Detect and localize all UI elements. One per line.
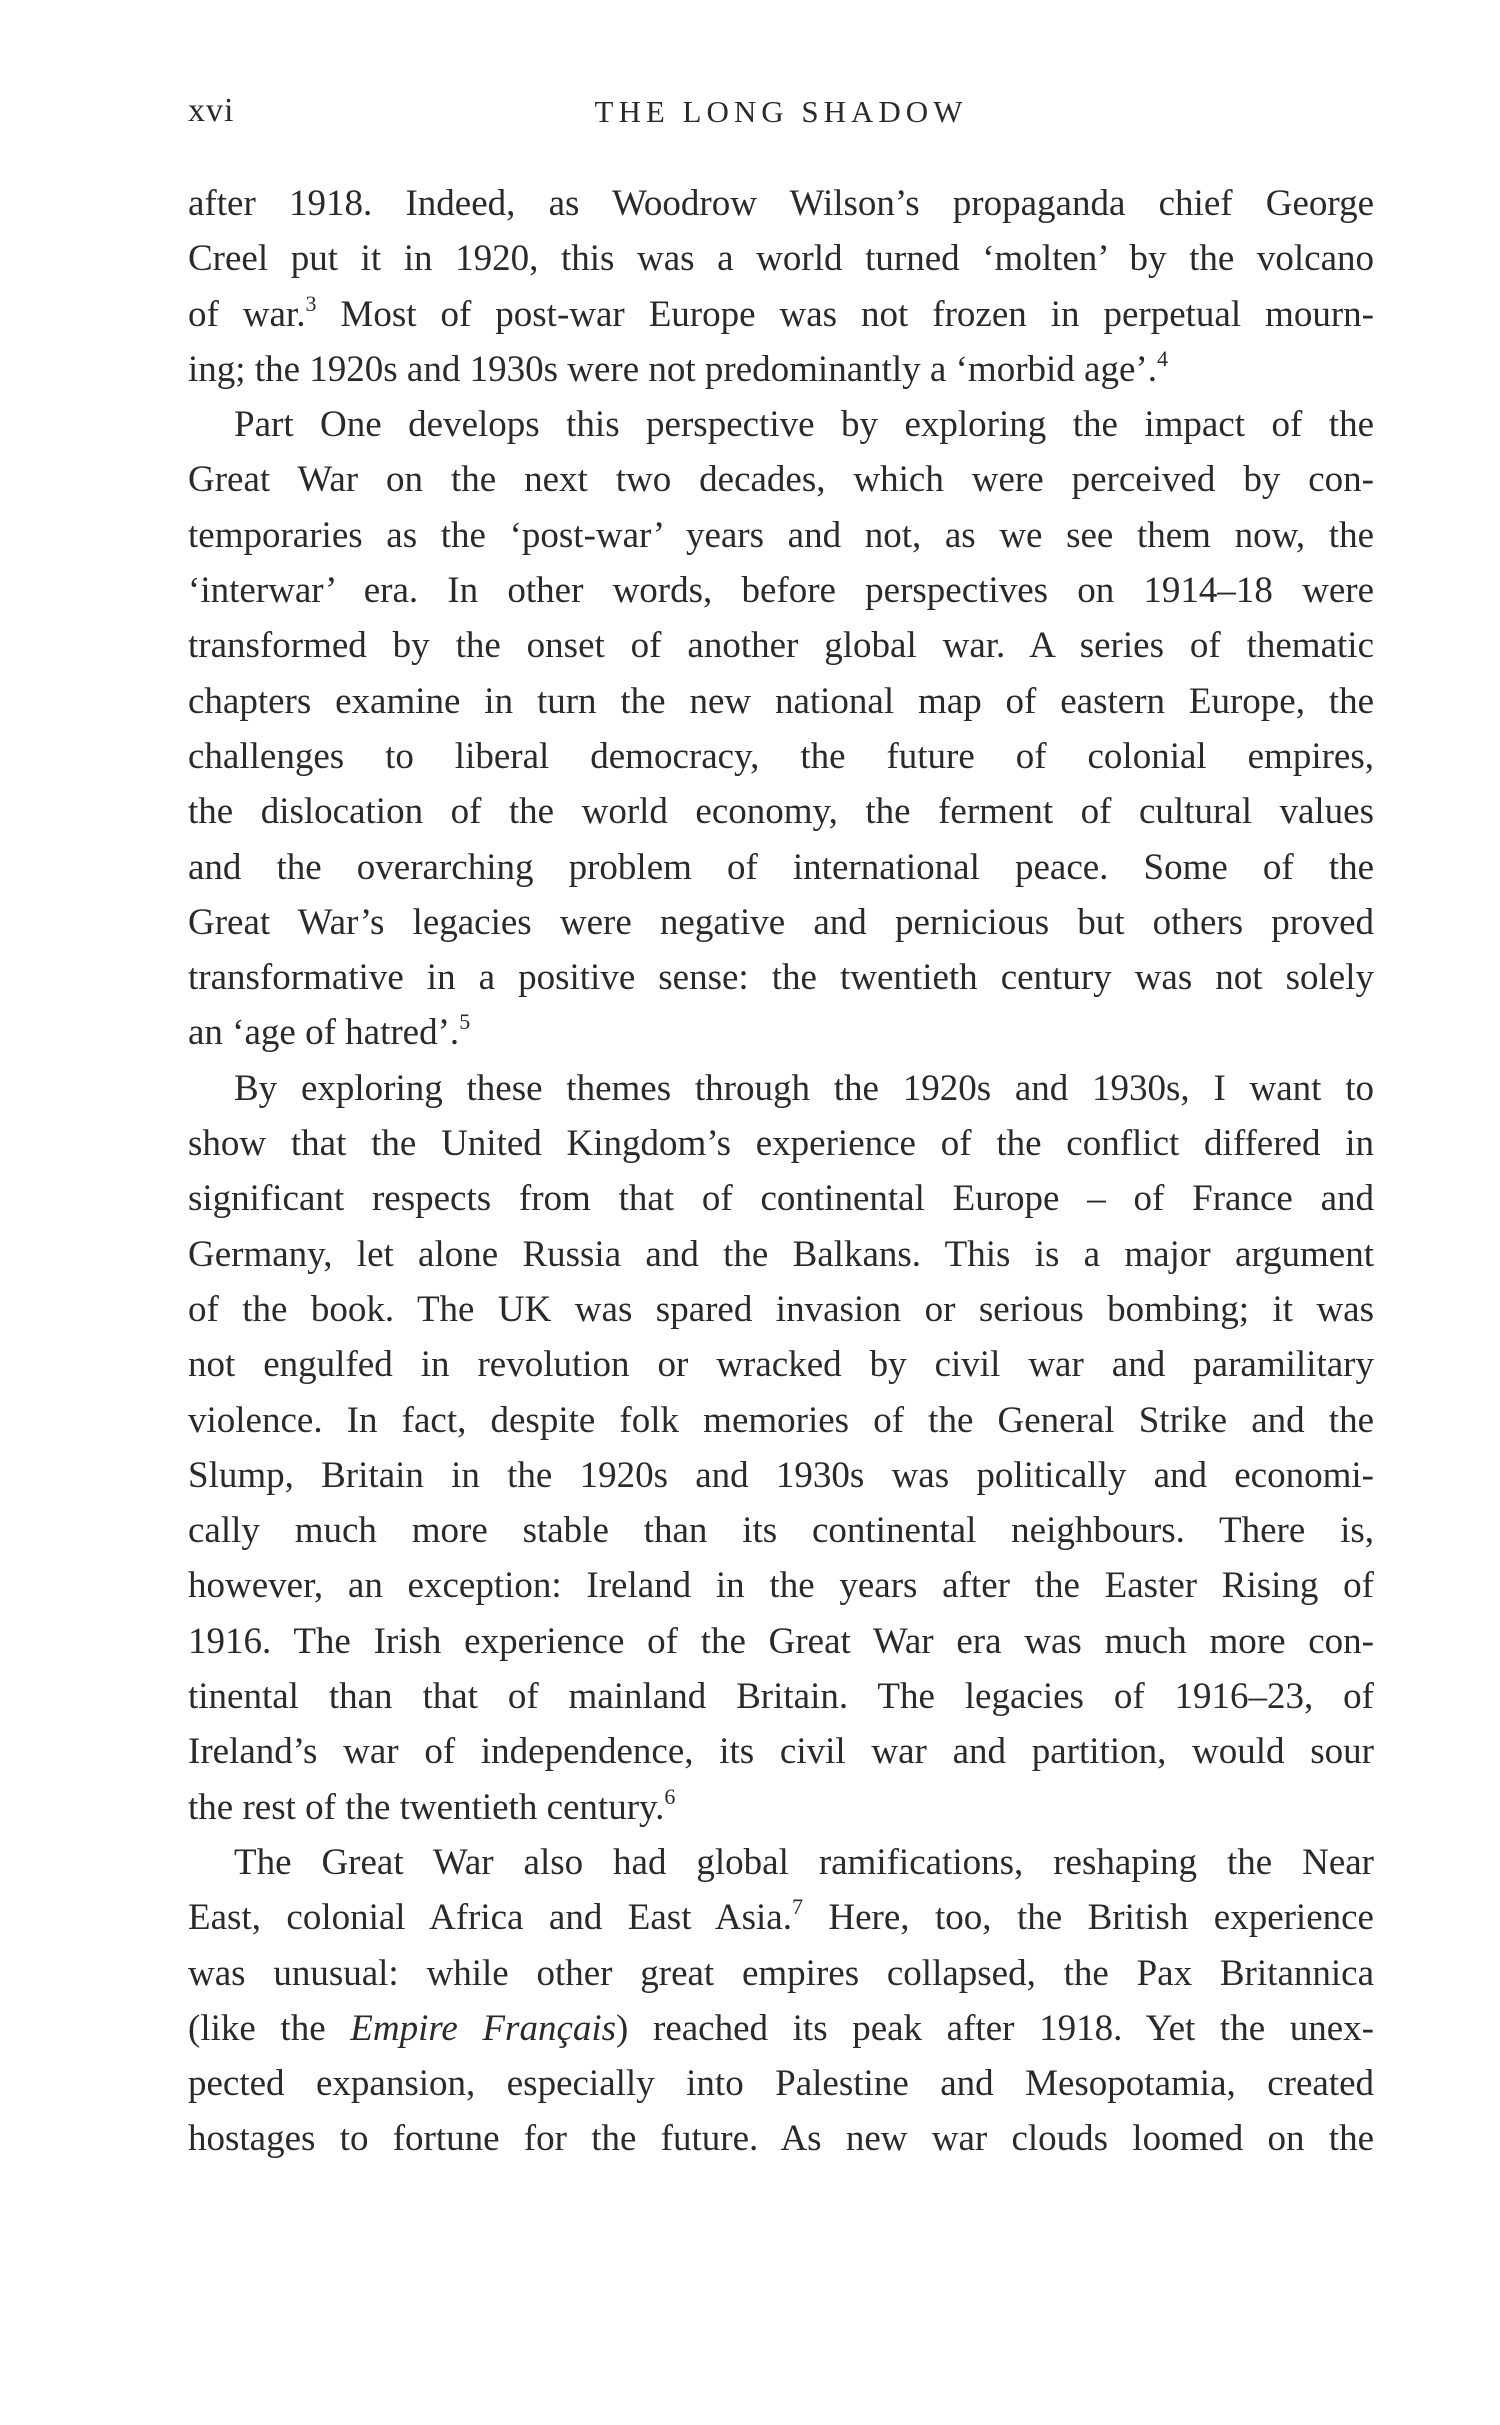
text-line: significant respects from that of continental Europe – of France and <box>188 1178 1374 1220</box>
text-line: and the overarching problem of international peace. Some of the <box>188 846 1374 888</box>
text-line: East, colonial Africa and East Asia.$^7$ Here, too, the British experience <box>188 1894 1374 1939</box>
text-line: of war.$^3$ Most of post-war Europe was not frozen in perpetual mourn- <box>188 290 1374 335</box>
running-head <box>188 92 1374 136</box>
text-line: The Great War also had global ramifications, reshaping the Near <box>234 1841 1374 1883</box>
text-line: cally much more stable than its continental neighbours. There is, <box>188 1510 1374 1552</box>
text-line: chapters examine in turn the new national map of eastern Europe, the <box>188 680 1374 722</box>
footnote-marker: 5 <box>459 1009 471 1035</box>
page-number: xvi <box>188 92 235 129</box>
paragraph-1 <box>188 176 1374 397</box>
italic-title: Empire Français <box>350 2007 617 2049</box>
text-line: not engulfed in revolution or wracked by civil war and paramilitary <box>188 1344 1374 1386</box>
text-line: of the book. The UK was spared invasion or serious bombing; it was <box>188 1288 1374 1330</box>
paragraph-3 <box>188 1061 1374 1835</box>
text-line: transformative in a positive sense: the twentieth century was not solely <box>188 957 1374 999</box>
text-line: hostages to fortune for the future. As new war clouds loomed on the <box>188 2118 1374 2160</box>
paragraph-4 <box>188 1835 1374 2167</box>
paragraph-2 <box>188 397 1374 1061</box>
text-line: show that the United Kingdom’s experience of the conflict differed in <box>188 1123 1374 1165</box>
text-line: pected expansion, especially into Palestine and Mesopotamia, created <box>188 2063 1374 2105</box>
text-line: the dislocation of the world economy, the ferment of cultural values <box>188 791 1374 833</box>
footnote-marker: 4 <box>1156 345 1168 371</box>
body-text <box>188 176 1374 2167</box>
text-line: violence. In fact, despite folk memories of the General Strike and the <box>188 1399 1374 1441</box>
footnote-marker: 3 <box>305 290 317 316</box>
text-line: ing; the 1920s and 1930s were not predominantly a ‘morbid age’.$^4$ <box>188 345 1168 390</box>
text-line: transformed by the onset of another global war. A series of thematic <box>188 625 1374 667</box>
text-line: tinental than that of mainland Britain. The legacies of 1916–23, of <box>188 1676 1374 1718</box>
text-line: Part One develops this perspective by exploring the impact of the <box>234 404 1374 446</box>
text-line: an ‘age of hatred’.$^5$ <box>188 1009 471 1054</box>
text-line: ‘interwar’ era. In other words, before perspectives on 1914–18 were <box>188 570 1374 612</box>
text-line: temporaries as the ‘post-war’ years and not, as we see them now, the <box>188 514 1374 556</box>
text-line: Ireland’s war of independence, its civil war and partition, would sour <box>188 1731 1374 1773</box>
text-line: after 1918. Indeed, as Woodrow Wilson’s propaganda chief George <box>188 183 1374 224</box>
text-line: however, an exception: Ireland in the years after the Easter Rising of <box>188 1565 1374 1607</box>
running-title: THE LONG SHADOW <box>594 94 968 129</box>
text-line: Slump, Britain in the 1920s and 1930s was politically and economi- <box>188 1454 1374 1496</box>
footnote-marker: 6 <box>664 1783 676 1809</box>
text-line: By exploring these themes through the 1920s and 1930s, I want to <box>234 1067 1374 1109</box>
text-line: challenges to liberal democracy, the future of colonial empires, <box>188 735 1374 777</box>
text-line: Great War’s legacies were negative and pernicious but others proved <box>188 901 1374 943</box>
text-line: Creel put it in 1920, this was a world turned ‘molten’ by the volcano <box>188 238 1374 280</box>
text-line: (like the Empire Français) reached its peak after 1918. Yet the unex- <box>188 2007 1374 2049</box>
text-line: Germany, let alone Russia and the Balkans. This is a major argument <box>188 1233 1374 1275</box>
footnote-marker: 7 <box>791 1894 803 1920</box>
text-line: Great War on the next two decades, which were perceived by con- <box>188 459 1374 501</box>
text-line: was unusual: while other great empires collapsed, the Pax Britannica <box>188 1952 1374 1994</box>
text-line: the rest of the twentieth century.$^6$ <box>188 1783 676 1828</box>
text-line: 1916. The Irish experience of the Great War era was much more con- <box>188 1620 1374 1662</box>
